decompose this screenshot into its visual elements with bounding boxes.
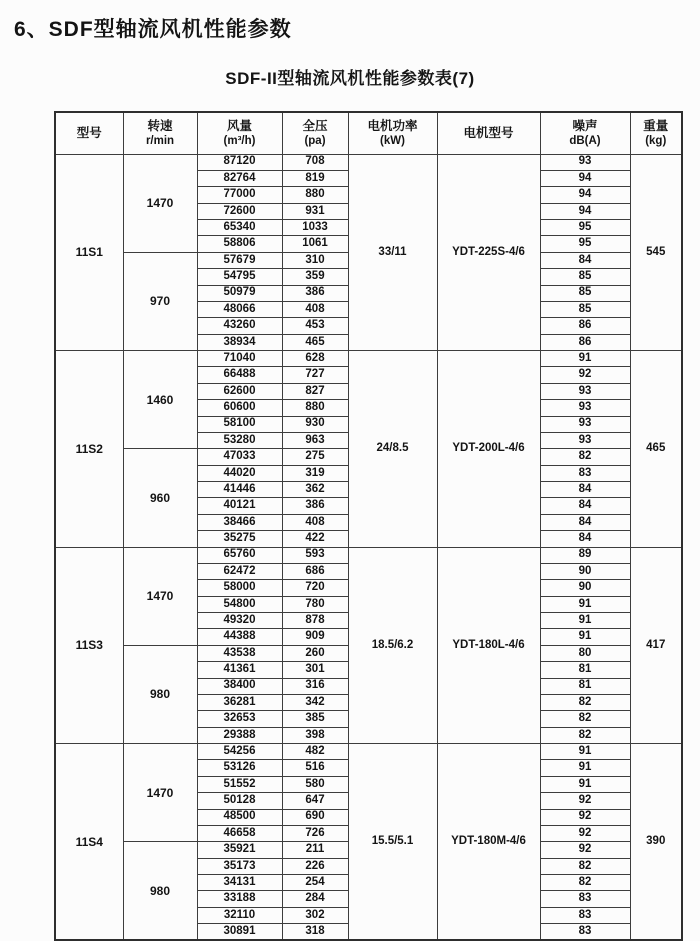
airflow-cell: 66488 — [197, 367, 282, 383]
pressure-cell: 878 — [282, 613, 348, 629]
speed-cell: 1470 — [123, 744, 197, 842]
table-body — [55, 154, 682, 940]
pressure-cell: 647 — [282, 793, 348, 809]
speed-cell: 980 — [123, 842, 197, 940]
pressure-cell: 310 — [282, 252, 348, 268]
airflow-cell: 53126 — [197, 760, 282, 776]
noise-cell: 94 — [540, 170, 630, 186]
col-header-airflow-label: 风量 — [226, 118, 252, 133]
table-row — [55, 744, 682, 760]
pressure-cell: 686 — [282, 563, 348, 579]
pressure-cell: 880 — [282, 187, 348, 203]
noise-cell: 91 — [540, 776, 630, 792]
noise-cell: 94 — [540, 203, 630, 219]
motor-cell: YDT-180L-4/6 — [437, 547, 540, 744]
col-header-power-unit: (kW) — [380, 134, 405, 147]
noise-cell: 93 — [540, 400, 630, 416]
noise-cell: 92 — [540, 809, 630, 825]
airflow-cell: 54256 — [197, 744, 282, 760]
col-header-pressure-unit: (pa) — [304, 134, 326, 147]
noise-cell: 93 — [540, 154, 630, 170]
airflow-cell: 58806 — [197, 236, 282, 252]
pressure-cell: 909 — [282, 629, 348, 645]
pressure-cell: 827 — [282, 383, 348, 399]
pressure-cell: 780 — [282, 596, 348, 612]
pressure-cell: 318 — [282, 924, 348, 940]
noise-cell: 94 — [540, 187, 630, 203]
noise-cell: 84 — [540, 498, 630, 514]
airflow-cell: 77000 — [197, 187, 282, 203]
col-header-motor-model-label: 电机型号 — [463, 126, 514, 141]
airflow-cell: 50979 — [197, 285, 282, 301]
pressure-cell: 628 — [282, 351, 348, 367]
noise-cell: 92 — [540, 842, 630, 858]
noise-cell: 91 — [540, 351, 630, 367]
noise-cell: 91 — [540, 744, 630, 760]
motor-cell: YDT-180M-4/6 — [437, 744, 540, 941]
airflow-cell: 60600 — [197, 400, 282, 416]
pressure-cell: 690 — [282, 809, 348, 825]
noise-cell: 82 — [540, 727, 630, 743]
pressure-cell: 880 — [282, 400, 348, 416]
col-header-weight-unit: (kg) — [645, 134, 667, 147]
speed-cell: 960 — [123, 449, 197, 547]
motor-cell: YDT-200L-4/6 — [437, 351, 540, 548]
pressure-cell: 211 — [282, 842, 348, 858]
airflow-cell: 34131 — [197, 875, 282, 891]
airflow-cell: 48500 — [197, 809, 282, 825]
pressure-cell: 319 — [282, 465, 348, 481]
table-row — [55, 547, 682, 563]
weight-cell: 465 — [630, 351, 682, 548]
airflow-cell: 41361 — [197, 662, 282, 678]
airflow-cell: 57679 — [197, 252, 282, 268]
noise-cell: 85 — [540, 301, 630, 317]
pressure-cell: 301 — [282, 662, 348, 678]
col-header-noise-label: 噪声 — [572, 118, 598, 133]
airflow-cell: 48066 — [197, 301, 282, 317]
col-header-power-label: 电机功率 — [367, 118, 418, 133]
airflow-cell: 58000 — [197, 580, 282, 596]
pressure-cell: 963 — [282, 432, 348, 448]
pressure-cell: 254 — [282, 875, 348, 891]
noise-cell: 83 — [540, 465, 630, 481]
noise-cell: 80 — [540, 645, 630, 661]
pressure-cell: 408 — [282, 301, 348, 317]
col-header-model — [55, 112, 123, 154]
noise-cell: 83 — [540, 907, 630, 923]
speed-cell: 980 — [123, 645, 197, 743]
noise-cell: 93 — [540, 416, 630, 432]
airflow-cell: 32110 — [197, 907, 282, 923]
motor-cell: YDT-225S-4/6 — [437, 154, 540, 351]
noise-cell: 85 — [540, 269, 630, 285]
airflow-cell: 36281 — [197, 694, 282, 710]
power-cell: 33/11 — [348, 154, 437, 351]
table-title: SDF-II型轴流风机性能参数表(7) — [225, 69, 475, 88]
airflow-cell: 65340 — [197, 220, 282, 236]
col-header-power — [348, 112, 437, 154]
model-cell: 11S3 — [55, 547, 123, 744]
power-cell: 18.5/6.2 — [348, 547, 437, 744]
pressure-cell: 260 — [282, 645, 348, 661]
speed-cell: 1470 — [123, 547, 197, 645]
pressure-cell: 385 — [282, 711, 348, 727]
noise-cell: 91 — [540, 613, 630, 629]
airflow-cell: 30891 — [197, 924, 282, 940]
pressure-cell: 316 — [282, 678, 348, 694]
pressure-cell: 726 — [282, 825, 348, 841]
noise-cell: 86 — [540, 318, 630, 334]
airflow-cell: 38400 — [197, 678, 282, 694]
model-cell: 11S2 — [55, 351, 123, 548]
airflow-cell: 71040 — [197, 351, 282, 367]
noise-cell: 91 — [540, 596, 630, 612]
pressure-cell: 930 — [282, 416, 348, 432]
airflow-cell: 32653 — [197, 711, 282, 727]
airflow-cell: 51552 — [197, 776, 282, 792]
pressure-cell: 1033 — [282, 220, 348, 236]
pressure-cell: 422 — [282, 531, 348, 547]
noise-cell: 84 — [540, 531, 630, 547]
airflow-cell: 62472 — [197, 563, 282, 579]
noise-cell: 92 — [540, 793, 630, 809]
pressure-cell: 284 — [282, 891, 348, 907]
pressure-cell: 482 — [282, 744, 348, 760]
col-header-pressure — [282, 112, 348, 154]
noise-cell: 82 — [540, 449, 630, 465]
pressure-cell: 226 — [282, 858, 348, 874]
speed-cell: 970 — [123, 252, 197, 350]
pressure-cell: 386 — [282, 498, 348, 514]
pressure-cell: 1061 — [282, 236, 348, 252]
pressure-cell: 593 — [282, 547, 348, 563]
noise-cell: 82 — [540, 858, 630, 874]
noise-cell: 83 — [540, 891, 630, 907]
noise-cell: 91 — [540, 629, 630, 645]
power-cell: 15.5/5.1 — [348, 744, 437, 941]
col-header-speed-label: 转速 — [147, 118, 173, 133]
noise-cell: 90 — [540, 563, 630, 579]
col-header-model-label: 型号 — [76, 126, 102, 141]
airflow-cell: 54795 — [197, 269, 282, 285]
airflow-cell: 33188 — [197, 891, 282, 907]
power-cell: 24/8.5 — [348, 351, 437, 548]
pressure-cell: 516 — [282, 760, 348, 776]
pressure-cell: 362 — [282, 482, 348, 498]
noise-cell: 90 — [540, 580, 630, 596]
pressure-cell: 708 — [282, 154, 348, 170]
noise-cell: 82 — [540, 711, 630, 727]
col-header-airflow-unit: (m³/h) — [223, 134, 256, 147]
pressure-cell: 359 — [282, 269, 348, 285]
weight-cell: 417 — [630, 547, 682, 744]
pressure-cell: 386 — [282, 285, 348, 301]
airflow-cell: 53280 — [197, 432, 282, 448]
noise-cell: 92 — [540, 825, 630, 841]
airflow-cell: 35173 — [197, 858, 282, 874]
airflow-cell: 50128 — [197, 793, 282, 809]
col-header-motor-model — [437, 112, 540, 154]
airflow-cell: 62600 — [197, 383, 282, 399]
noise-cell: 95 — [540, 236, 630, 252]
table-header — [55, 112, 682, 154]
col-header-speed-unit: r/min — [145, 134, 175, 147]
airflow-cell: 72600 — [197, 203, 282, 219]
col-header-noise — [540, 112, 630, 154]
weight-cell: 390 — [630, 744, 682, 941]
airflow-cell: 54800 — [197, 596, 282, 612]
col-header-speed — [123, 112, 197, 154]
airflow-cell: 43260 — [197, 318, 282, 334]
airflow-cell: 49320 — [197, 613, 282, 629]
pressure-cell: 275 — [282, 449, 348, 465]
noise-cell: 95 — [540, 220, 630, 236]
table-row — [55, 351, 682, 367]
model-cell: 11S4 — [55, 744, 123, 941]
pressure-cell: 819 — [282, 170, 348, 186]
noise-cell: 91 — [540, 760, 630, 776]
noise-cell: 81 — [540, 662, 630, 678]
airflow-cell: 82764 — [197, 170, 282, 186]
noise-cell: 92 — [540, 367, 630, 383]
noise-cell: 82 — [540, 875, 630, 891]
col-header-airflow — [197, 112, 282, 154]
noise-cell: 81 — [540, 678, 630, 694]
airflow-cell: 29388 — [197, 727, 282, 743]
speed-cell: 1460 — [123, 351, 197, 449]
noise-cell: 84 — [540, 482, 630, 498]
speed-cell: 1470 — [123, 154, 197, 252]
airflow-cell: 35275 — [197, 531, 282, 547]
airflow-cell: 58100 — [197, 416, 282, 432]
header-row — [55, 112, 682, 154]
airflow-cell: 47033 — [197, 449, 282, 465]
pressure-cell: 727 — [282, 367, 348, 383]
pressure-cell: 342 — [282, 694, 348, 710]
page-title: 6、SDF型轴流风机性能参数 — [14, 18, 292, 41]
pressure-cell: 720 — [282, 580, 348, 596]
noise-cell: 83 — [540, 924, 630, 940]
airflow-cell: 41446 — [197, 482, 282, 498]
airflow-cell: 87120 — [197, 154, 282, 170]
model-cell: 11S1 — [55, 154, 123, 351]
airflow-cell: 43538 — [197, 645, 282, 661]
pressure-cell: 408 — [282, 514, 348, 530]
col-header-noise-unit: dB(A) — [569, 134, 601, 147]
noise-cell: 84 — [540, 514, 630, 530]
pressure-cell: 453 — [282, 318, 348, 334]
noise-cell: 93 — [540, 432, 630, 448]
col-header-weight-label: 重量 — [643, 118, 669, 133]
noise-cell: 84 — [540, 252, 630, 268]
col-header-weight — [630, 112, 682, 154]
performance-table — [54, 111, 683, 941]
pressure-cell: 465 — [282, 334, 348, 350]
airflow-cell: 44388 — [197, 629, 282, 645]
airflow-cell: 40121 — [197, 498, 282, 514]
airflow-cell: 35921 — [197, 842, 282, 858]
pressure-cell: 580 — [282, 776, 348, 792]
noise-cell: 93 — [540, 383, 630, 399]
noise-cell: 86 — [540, 334, 630, 350]
airflow-cell: 44020 — [197, 465, 282, 481]
table-row — [55, 154, 682, 170]
airflow-cell: 46658 — [197, 825, 282, 841]
col-header-pressure-label: 全压 — [302, 118, 328, 133]
airflow-cell: 38466 — [197, 514, 282, 530]
pressure-cell: 302 — [282, 907, 348, 923]
pressure-cell: 398 — [282, 727, 348, 743]
airflow-cell: 65760 — [197, 547, 282, 563]
noise-cell: 85 — [540, 285, 630, 301]
airflow-cell: 38934 — [197, 334, 282, 350]
weight-cell: 545 — [630, 154, 682, 351]
pressure-cell: 931 — [282, 203, 348, 219]
noise-cell: 82 — [540, 694, 630, 710]
noise-cell: 89 — [540, 547, 630, 563]
